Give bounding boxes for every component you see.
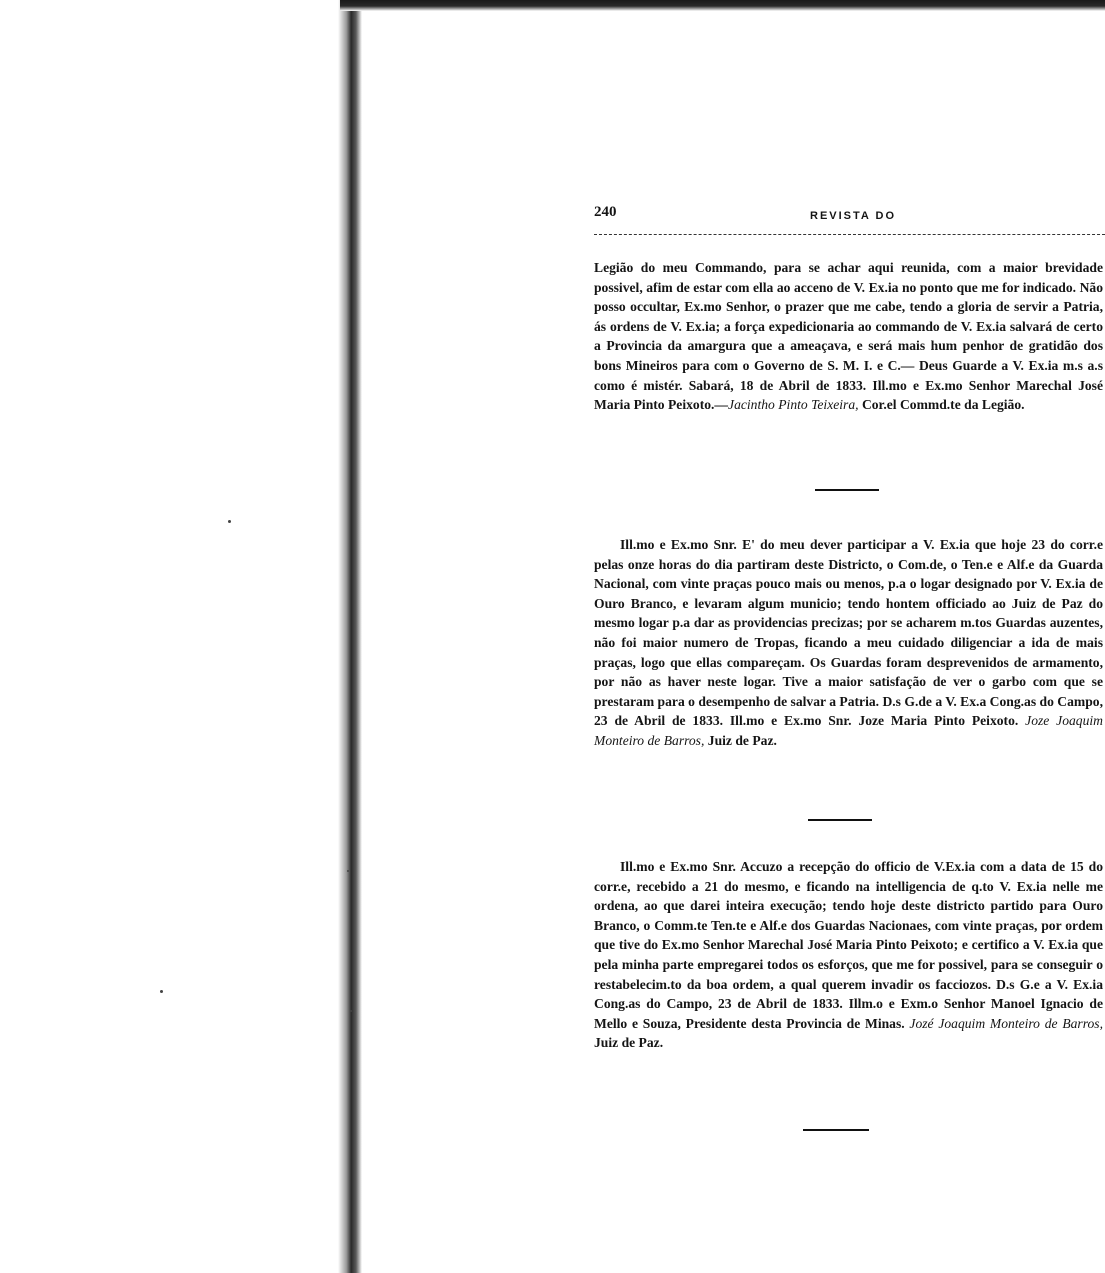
letter-2-text: Ill.mo e Ex.mo Snr. E' do meu dever participar a V. Ex.ia que hoje 23 do corr.e pelas onze horas do dia partiram deste Districto, o Com.de, o Ten.e e Alf.e da Guarda Nacional, com vinte praças pouco mais ou menos, p.a o logar designado por V. Ex.ia de Ouro Branco, e levaram algum municio; tendo hontem officiado ao Juiz de Paz do mesmo logar p.a dar as providencias precizas; por se acharem m.tos Guardas auzentes, não foi maior numero de Tropas, ficando a meu cuidado diligenciar a ida de mais praças, logo que ellas compareçam. Os Guardas foram desprevenidos de armamento, por não as haver neste logar. Tive a maior satisfação de ver o garbo com que se prestaram para o desempenho de salvar a Patria. D.s G.de a V. Ex.a Cong.as do Campo, 23 de Abril de 1833. Ill.mo e Ex.mo Snr. Joze Maria Pinto Peixoto. xyxy=(594,537,1103,729)
paper-speck xyxy=(160,990,163,993)
paper-speck xyxy=(228,520,231,523)
book-gutter xyxy=(338,0,362,1273)
paper-speck xyxy=(347,870,349,872)
top-page-edge xyxy=(340,0,1105,11)
letter-3-signature: Jozé Joaquim Monteiro de Barros, xyxy=(909,1015,1103,1031)
section-separator xyxy=(815,489,879,491)
letter-1-text: Legião do meu Commando, para se achar aqui reunida, com a maior brevidade possivel, afim de estar com ella ao acceno de V. Ex.ia no ponto que me for indicado. Não posso occultar, Ex.mo Senhor, o prazer que me cabe, tendo a gloria de servir a Patria, ás ordens de V. Ex.ia; a força expedicionaria ao commando de V. Ex.ia salvará de certo a Provincia da amargura que a ameaçava, e será mais hum penhor de gratidão dos bons Mineiros para com o Governo de S. M. I. e C.— Deus Guarde a V. Ex.ia m.s a.s como é mistér. Sabará, 18 de Abril de 1833. Ill.mo e Ex.mo Senhor Marechal José Maria Pinto Peixoto.— xyxy=(594,260,1103,413)
letter-2-closing: Juiz de Paz. xyxy=(704,732,777,748)
letter-1-signature: Jacintho Pinto Teixeira, xyxy=(728,397,859,413)
letter-1-closing: Cor.el Commd.te da Legião. xyxy=(858,397,1025,413)
paper-speck xyxy=(350,1010,352,1012)
letter-3-text: Ill.mo e Ex.mo Snr. Accuzo a recepção do officio de V.Ex.ia com a data de 15 do corr.e, recebido a 21 do mesmo, e ficando na intelligencia de q.to V. Ex.ia nelle me ordena, ao que darei inteira execução; tendo hoje deste districto partido para Ouro Branco, o Comm.te Ten.te e Alf.e dos Guardas Nacionaes, com vinte praças, por ordem que tive do Ex.mo Senhor Marechal José Maria Pinto Peixoto; e certifico a V. Ex.ia que pela minha parte empregarei todos os esforços, que me for possivel, para se conseguir o restabelecim.to da boa ordem, a qual querem invadir os facciozos. D.s G.e a V. Ex.ia Cong.as do Campo, 23 de Abril de 1833. Illm.o e Exm.o Senhor Manoel Ignacio de Mello e Souza, Presidente desta Provincia de Minas. xyxy=(594,859,1103,1031)
section-separator xyxy=(803,1129,869,1131)
section-separator xyxy=(808,819,872,821)
running-head: REVISTA DO xyxy=(810,210,897,222)
facing-page xyxy=(0,0,340,1273)
letter-3 xyxy=(594,857,1103,1053)
page-number: 240 xyxy=(594,204,617,220)
page-header xyxy=(594,204,1105,236)
letter-1 xyxy=(594,258,1103,415)
letter-3-closing: Juiz de Paz. xyxy=(594,1035,664,1051)
letter-2 xyxy=(594,535,1103,751)
letter-2-signature: Joze Joaquim Monteiro de Barros, xyxy=(594,713,1103,748)
header-rule xyxy=(594,234,1105,235)
